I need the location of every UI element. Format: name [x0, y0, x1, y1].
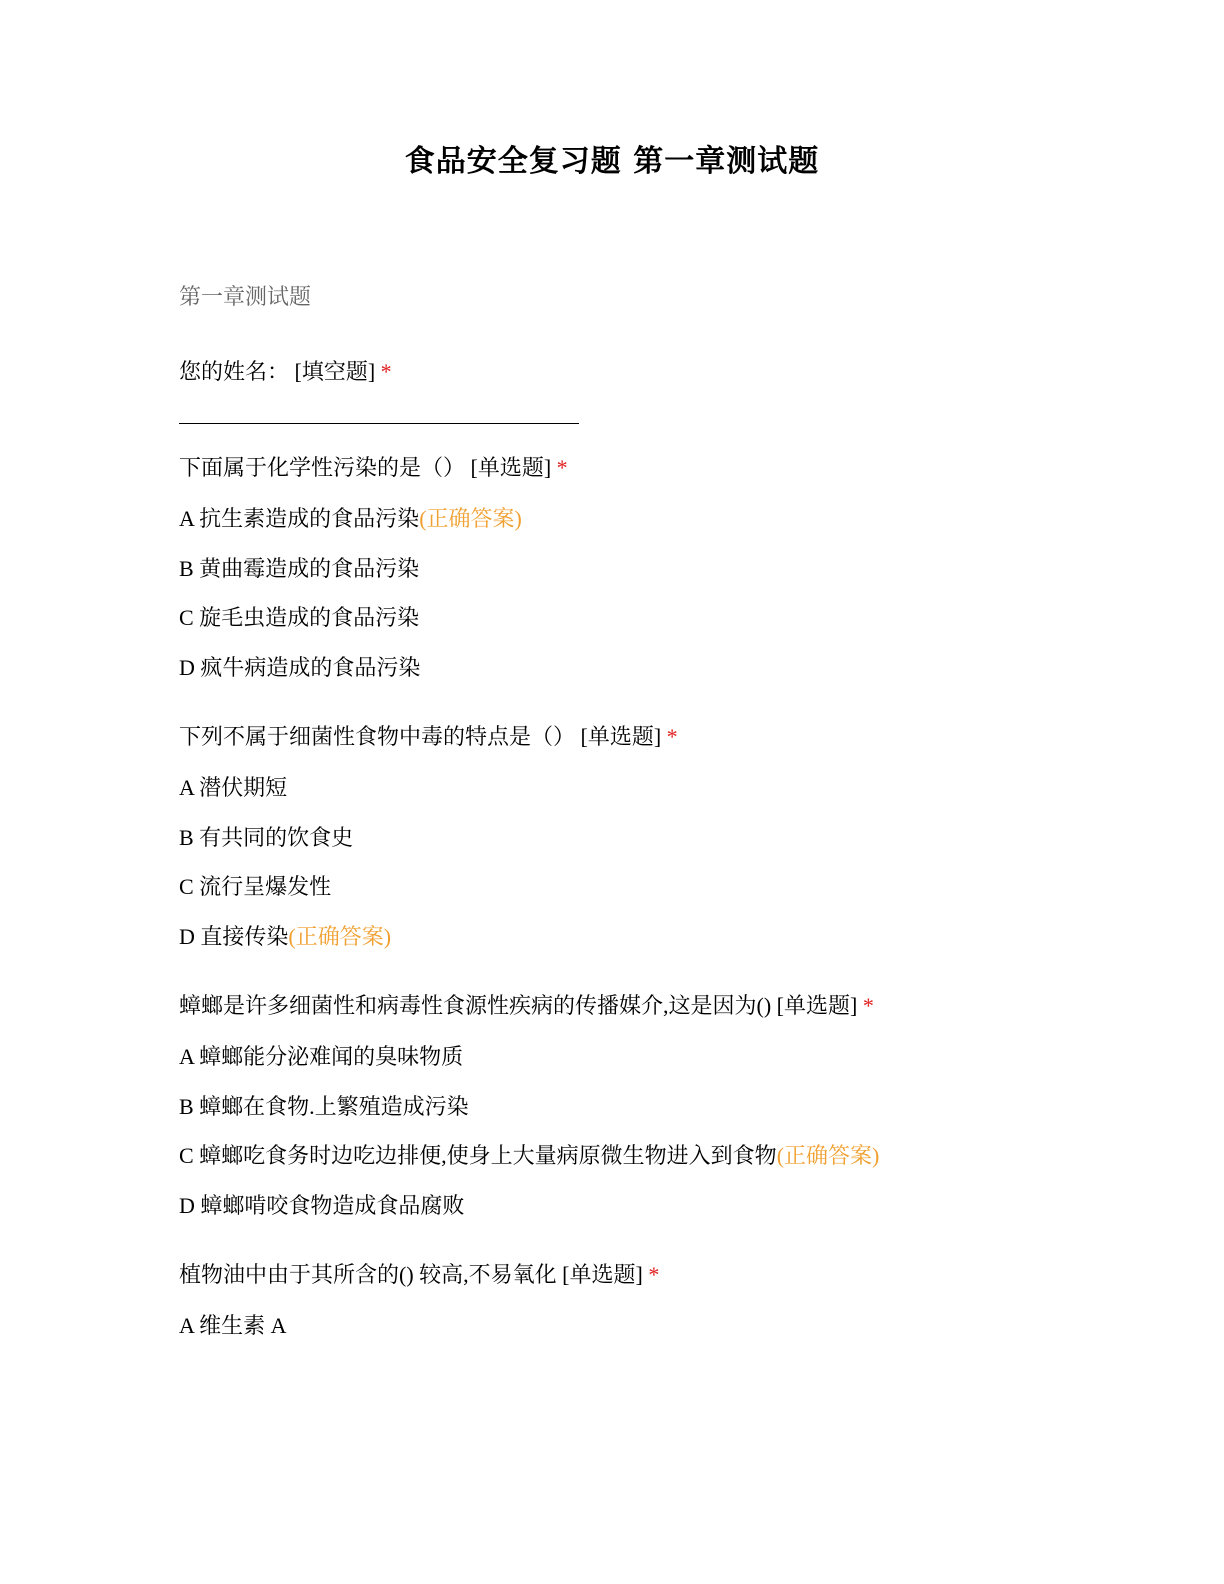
- question-text: [179, 719, 1079, 755]
- required-mark: *: [666, 724, 678, 749]
- answer-option: [179, 820, 1079, 856]
- answer-option: [179, 869, 1079, 905]
- question-label: 您的姓名： [填空题]: [179, 359, 376, 384]
- option-label: C 旋毛虫造成的食品污染: [179, 605, 420, 630]
- question-text: [179, 354, 1079, 390]
- answer-option: [179, 501, 1079, 537]
- option-label: A 蟑螂能分泌难闻的臭味物质: [179, 1044, 464, 1069]
- question-label: 植物油中由于其所含的() 较高,不易氧化 [单选题]: [179, 1262, 643, 1287]
- required-mark: *: [862, 993, 874, 1018]
- question-text: [179, 450, 1079, 486]
- required-mark: *: [380, 359, 392, 384]
- question-block: [179, 354, 1079, 424]
- option-label: A 潜伏期短: [179, 775, 288, 800]
- answer-option: [179, 650, 1079, 686]
- option-label: C 蟑螂吃食务时边吃边排便,使身上大量病原微生物进入到食物: [179, 1143, 777, 1168]
- answer-option: [179, 919, 1079, 955]
- option-label: D 疯牛病造成的食品污染: [179, 654, 421, 680]
- page-title: 食品安全复习题 第一章测试题: [404, 144, 820, 179]
- option-label: B 蟑螂在食物.上繁殖造成污染: [179, 1093, 469, 1119]
- answer-option: [179, 1188, 1079, 1224]
- correct-answer-tag: (正确答案): [776, 1143, 880, 1168]
- answer-option: [179, 551, 1079, 587]
- option-label: D 直接传染: [179, 923, 289, 949]
- option-label: B 黄曲霉造成的食品污染: [179, 555, 420, 581]
- question-text: [179, 1257, 1079, 1293]
- question-block: [179, 719, 1079, 988]
- required-mark: *: [556, 455, 568, 480]
- option-label: A 抗生素造成的食品污染: [179, 506, 420, 531]
- answer-fill-line[interactable]: [179, 403, 579, 424]
- answer-option: [179, 1138, 1079, 1174]
- required-mark: *: [648, 1262, 660, 1287]
- answer-option: [179, 600, 1079, 636]
- section-label: 第一章测试题: [179, 285, 312, 310]
- option-label: D 蟑螂啃咬食物造成食品腐败: [179, 1192, 465, 1218]
- option-label: A 维生素 A: [179, 1313, 287, 1338]
- question-text: [179, 988, 1079, 1024]
- answer-option: [179, 770, 1079, 806]
- quiz-content: [179, 280, 1079, 1358]
- question-block: [179, 1257, 1079, 1344]
- correct-answer-tag: (正确答案): [288, 923, 392, 949]
- option-label: B 有共同的饮食史: [179, 824, 354, 850]
- answer-option: [179, 1039, 1079, 1075]
- question-label: 下面属于化学性污染的是（） [单选题]: [179, 455, 552, 480]
- correct-answer-tag: (正确答案): [419, 506, 522, 531]
- question-block: [179, 450, 1079, 719]
- option-label: C 流行呈爆发性: [179, 874, 332, 899]
- answer-option: [179, 1308, 1079, 1344]
- question-block: [179, 988, 1079, 1257]
- question-label: 下列不属于细菌性食物中毒的特点是（） [单选题]: [179, 724, 662, 749]
- question-label: 蟑螂是许多细菌性和病毒性食源性疾病的传播媒介,这是因为() [单选题]: [179, 993, 858, 1018]
- answer-option: [179, 1089, 1079, 1125]
